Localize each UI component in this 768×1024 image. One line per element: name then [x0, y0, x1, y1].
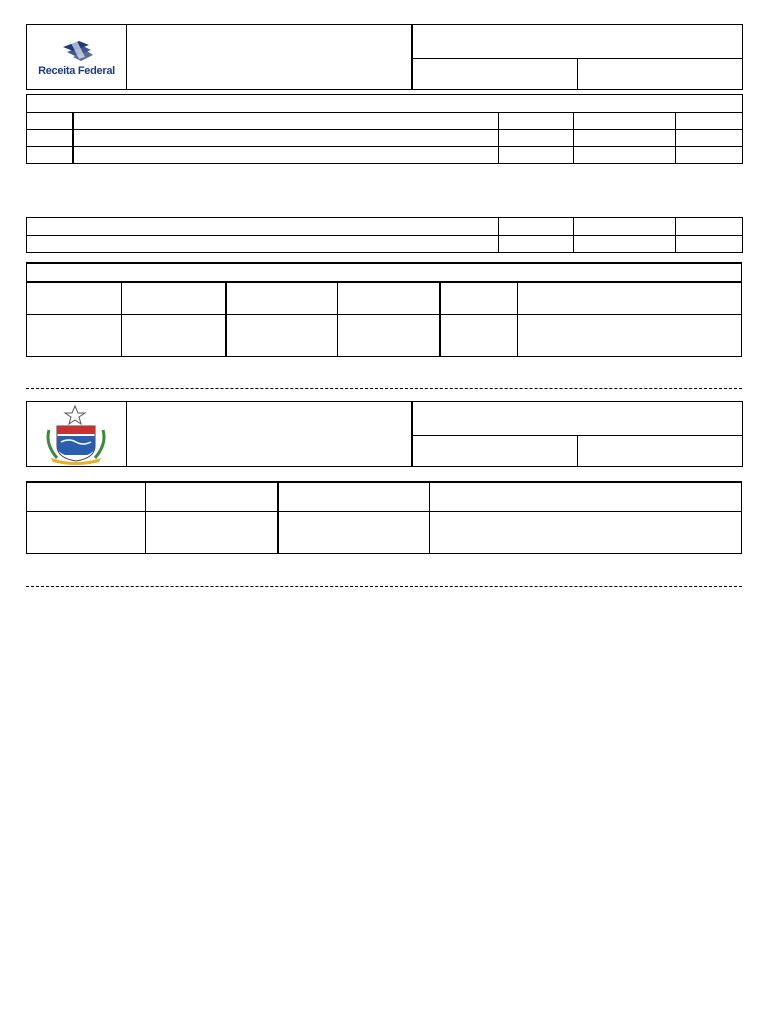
- totals-table: [26, 217, 743, 253]
- state-coat-of-arms: [27, 402, 126, 466]
- bottom-payment-table: [26, 481, 742, 554]
- cut-line-top: [26, 388, 742, 389]
- items-table: [26, 94, 743, 164]
- top-header: [26, 24, 743, 90]
- coat-of-arms-icon: [27, 402, 126, 466]
- cut-line-bottom: [26, 586, 742, 587]
- receita-federal-logo: [27, 25, 126, 89]
- bottom-header: [26, 401, 743, 467]
- payment-table: [26, 262, 742, 357]
- receita-federal-wordmark: Receita Federal: [38, 65, 115, 77]
